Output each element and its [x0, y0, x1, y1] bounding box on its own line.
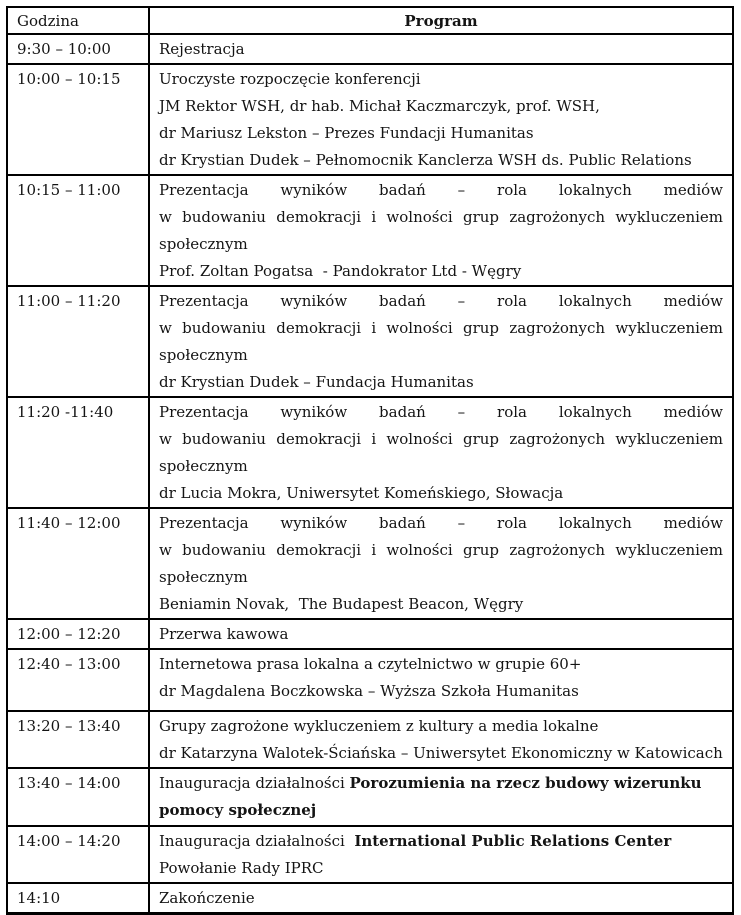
- program-line: Rejestracja: [159, 40, 245, 58]
- program-cell: [149, 508, 733, 619]
- line-prefix: Inauguracja działalności: [159, 774, 350, 792]
- program-cell: [149, 649, 733, 711]
- time-cell: 10:00 – 10:15: [7, 64, 149, 175]
- program-line: Prezentacja wyników badań – rola lokalnych mediów: [159, 514, 723, 532]
- program-cell: [149, 619, 733, 649]
- time-cell: 14:10: [7, 883, 149, 914]
- program-line: Przerwa kawowa: [159, 625, 289, 643]
- program-line: Prezentacja wyników badań – rola lokalnych mediów: [159, 181, 723, 199]
- program-line: dr Krystian Dudek – Fundacja Humanitas: [159, 373, 474, 391]
- table-row: [7, 826, 733, 883]
- table-row: [7, 883, 733, 914]
- program-line: [159, 770, 723, 797]
- program-line: w budowaniu demokracji i wolności grup zagrożonych wykluczeniem społecznym: [159, 208, 723, 253]
- program-line: [159, 828, 723, 855]
- program-line: Grupy zagrożone wykluczeniem z kultury a media lokalne: [159, 717, 599, 735]
- program-line: w budowaniu demokracji i wolności grup zagrożonych wykluczeniem społecznym: [159, 541, 723, 586]
- program-cell: [149, 768, 733, 826]
- program-line: Powołanie Rady IPRC: [159, 859, 324, 877]
- program-line: Zakończenie: [159, 889, 255, 907]
- table-row: [7, 34, 733, 64]
- program-line: pomocy społecznej: [159, 801, 317, 819]
- program-line: dr Krystian Dudek – Pełnomocnik Kanclerza WSH ds. Public Relations: [159, 151, 692, 169]
- time-cell: 14:00 – 14:20: [7, 826, 149, 883]
- time-cell: 12:40 – 13:00: [7, 649, 149, 711]
- program-cell: [149, 286, 733, 397]
- table-row: [7, 649, 733, 711]
- time-cell: 13:40 – 14:00: [7, 768, 149, 826]
- line-bold-text: Porozumienia na rzecz budowy wizerunku: [349, 774, 702, 792]
- time-cell: 11:20 -11:40: [7, 397, 149, 508]
- program-line: Prezentacja wyników badań – rola lokalnych mediów: [159, 403, 723, 421]
- program-cell: [149, 883, 733, 914]
- program-line: Internetowa prasa lokalna a czytelnictwo w grupie 60+: [159, 655, 582, 673]
- table-row: [7, 397, 733, 508]
- table-row: [7, 508, 733, 619]
- line-bold-text: International Public Relations Center: [354, 832, 672, 850]
- time-cell: 9:30 – 10:00: [7, 34, 149, 64]
- line-prefix: Inauguracja działalności: [159, 832, 355, 850]
- program-line: dr Katarzyna Walotek-Ściańska – Uniwersytet Ekonomiczny w Katowicach: [159, 744, 723, 762]
- header-row: [7, 7, 733, 34]
- program-column-header: Program: [149, 7, 733, 34]
- program-line: dr Lucia Mokra, Uniwersytet Komeńskiego, Słowacja: [159, 484, 564, 502]
- table-row: [7, 286, 733, 397]
- program-line: Beniamin Novak, The Budapest Beacon, Węgry: [159, 595, 524, 613]
- time-column-header: Godzina: [7, 7, 149, 34]
- program-line: w budowaniu demokracji i wolności grup zagrożonych wykluczeniem społecznym: [159, 430, 723, 475]
- table-row: [7, 64, 733, 175]
- program-cell: [149, 64, 733, 175]
- table-row: [7, 711, 733, 768]
- program-line: Uroczyste rozpoczęcie konferencji: [159, 70, 421, 88]
- program-line: Prof. Zoltan Pogatsa - Pandokrator Ltd - Węgry: [159, 262, 522, 280]
- program-cell: [149, 826, 733, 883]
- program-cell: [149, 711, 733, 768]
- time-cell: 12:00 – 12:20: [7, 619, 149, 649]
- time-cell: 13:20 – 13:40: [7, 711, 149, 768]
- time-cell: 11:40 – 12:00: [7, 508, 149, 619]
- time-cell: 11:00 – 11:20: [7, 286, 149, 397]
- program-line: Prezentacja wyników badań – rola lokalnych mediów: [159, 292, 723, 310]
- table-row: [7, 175, 733, 286]
- program-table: [6, 6, 734, 915]
- program-line: JM Rektor WSH, dr hab. Michał Kaczmarczyk, prof. WSH,: [159, 97, 600, 115]
- program-line: w budowaniu demokracji i wolności grup zagrożonych wykluczeniem społecznym: [159, 319, 723, 364]
- table-row: [7, 768, 733, 826]
- table-row: [7, 619, 733, 649]
- time-cell: 10:15 – 11:00: [7, 175, 149, 286]
- program-line: dr Mariusz Lekston – Prezes Fundacji Humanitas: [159, 124, 534, 142]
- program-cell: [149, 397, 733, 508]
- program-cell: [149, 175, 733, 286]
- program-line: dr Magdalena Boczkowska – Wyższa Szkoła Humanitas: [159, 682, 579, 700]
- program-cell: [149, 34, 733, 64]
